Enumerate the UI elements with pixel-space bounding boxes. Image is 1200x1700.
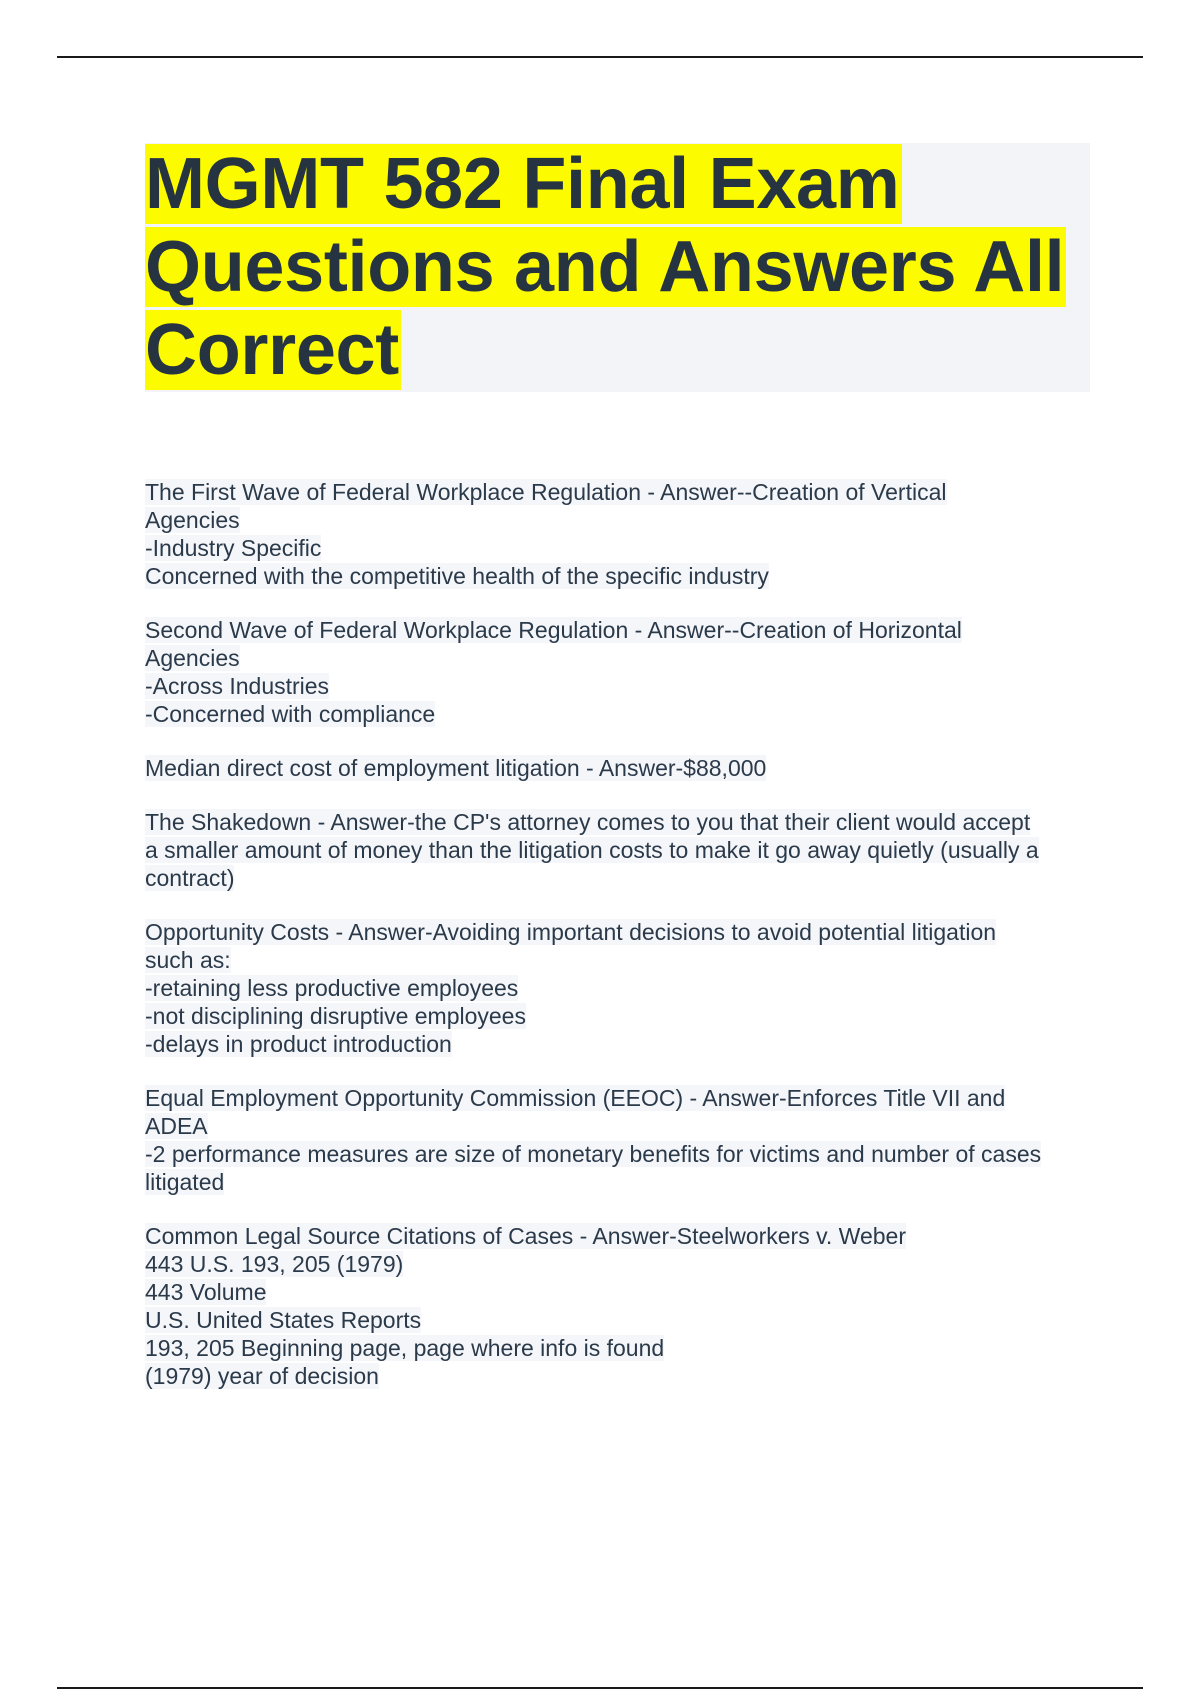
qa-line xyxy=(145,1362,1095,1390)
qa-line xyxy=(145,1168,1095,1196)
qa-entry xyxy=(145,808,1095,892)
qa-line-text: Agencies xyxy=(145,507,240,533)
bottom-rule xyxy=(57,1687,1143,1689)
qa-line xyxy=(145,700,1095,728)
qa-line xyxy=(145,754,1095,782)
qa-entry xyxy=(145,478,1095,590)
qa-line-text: Concerned with the competitive health of the specific industry xyxy=(145,563,769,589)
qa-line-text: The Shakedown - Answer-the CP's attorney comes to you that their client would accept xyxy=(145,809,1031,835)
qa-line-text: contract) xyxy=(145,865,235,891)
qa-line xyxy=(145,562,1095,590)
qa-line xyxy=(145,672,1095,700)
qa-line-text: -Concerned with compliance xyxy=(145,701,436,727)
qa-line-text: -Industry Specific xyxy=(145,535,322,561)
qa-line-text: -2 performance measures are size of monetary benefits for victims and number of cases xyxy=(145,1141,1042,1167)
qa-line-text: U.S. United States Reports xyxy=(145,1307,422,1333)
qa-line xyxy=(145,506,1095,534)
qa-line xyxy=(145,1222,1095,1250)
qa-line-text: Opportunity Costs - Answer-Avoiding important decisions to avoid potential litigation xyxy=(145,919,997,945)
qa-line-text: 193, 205 Beginning page, page where info is found xyxy=(145,1335,665,1361)
qa-line xyxy=(145,946,1095,974)
qa-entry xyxy=(145,1084,1095,1196)
title-block xyxy=(145,143,1090,392)
qa-line-text: -not disciplining disruptive employees xyxy=(145,1003,526,1029)
top-rule xyxy=(57,56,1143,58)
qa-line xyxy=(145,1112,1095,1140)
qa-line xyxy=(145,974,1095,1002)
qa-line-text: Common Legal Source Citations of Cases - Answer-Steelworkers v. Weber xyxy=(145,1223,907,1249)
qa-line-text: Agencies xyxy=(145,645,240,671)
qa-line xyxy=(145,1002,1095,1030)
qa-line xyxy=(145,1140,1095,1168)
qa-line xyxy=(145,616,1095,644)
qa-entry xyxy=(145,918,1095,1058)
qa-line-text: such as: xyxy=(145,947,231,973)
qa-line xyxy=(145,1250,1095,1278)
qa-line xyxy=(145,836,1095,864)
qa-line-text: Equal Employment Opportunity Commission (EEOC) - Answer-Enforces Title VII and xyxy=(145,1085,1006,1111)
document-title xyxy=(145,143,1090,392)
title-line-2: Questions and Answers All xyxy=(145,227,1065,307)
qa-line-text: Second Wave of Federal Workplace Regulation - Answer--Creation of Horizontal xyxy=(145,617,962,643)
qa-line xyxy=(145,534,1095,562)
title-line-1: MGMT 582 Final Exam xyxy=(145,144,900,224)
qa-line xyxy=(145,1334,1095,1362)
qa-line-text: ADEA xyxy=(145,1113,208,1139)
qa-line-text: -retaining less productive employees xyxy=(145,975,519,1001)
qa-line-text: 443 U.S. 193, 205 (1979) xyxy=(145,1251,404,1277)
qa-line-text: litigated xyxy=(145,1169,225,1195)
qa-entry xyxy=(145,616,1095,728)
title-line-3: Correct xyxy=(145,310,399,390)
qa-line xyxy=(145,1278,1095,1306)
qa-line-text: (1979) year of decision xyxy=(145,1363,379,1389)
qa-line-text: -delays in product introduction xyxy=(145,1031,452,1057)
qa-line xyxy=(145,1306,1095,1334)
qa-line-text: -Across Industries xyxy=(145,673,330,699)
qa-line-text: Median direct cost of employment litigation - Answer-$88,000 xyxy=(145,755,767,781)
qa-line-text: The First Wave of Federal Workplace Regulation - Answer--Creation of Vertical xyxy=(145,479,947,505)
qa-line-text: 443 Volume xyxy=(145,1279,267,1305)
qa-entry xyxy=(145,754,1095,782)
qa-line xyxy=(145,1084,1095,1112)
qa-entry xyxy=(145,1222,1095,1390)
qa-line xyxy=(145,478,1095,506)
qa-line-text: a smaller amount of money than the litigation costs to make it go away quietly (usually a xyxy=(145,837,1039,863)
qa-line xyxy=(145,864,1095,892)
qa-line xyxy=(145,1030,1095,1058)
qa-line xyxy=(145,808,1095,836)
qa-line xyxy=(145,644,1095,672)
qa-line xyxy=(145,918,1095,946)
qa-list xyxy=(145,478,1095,1416)
